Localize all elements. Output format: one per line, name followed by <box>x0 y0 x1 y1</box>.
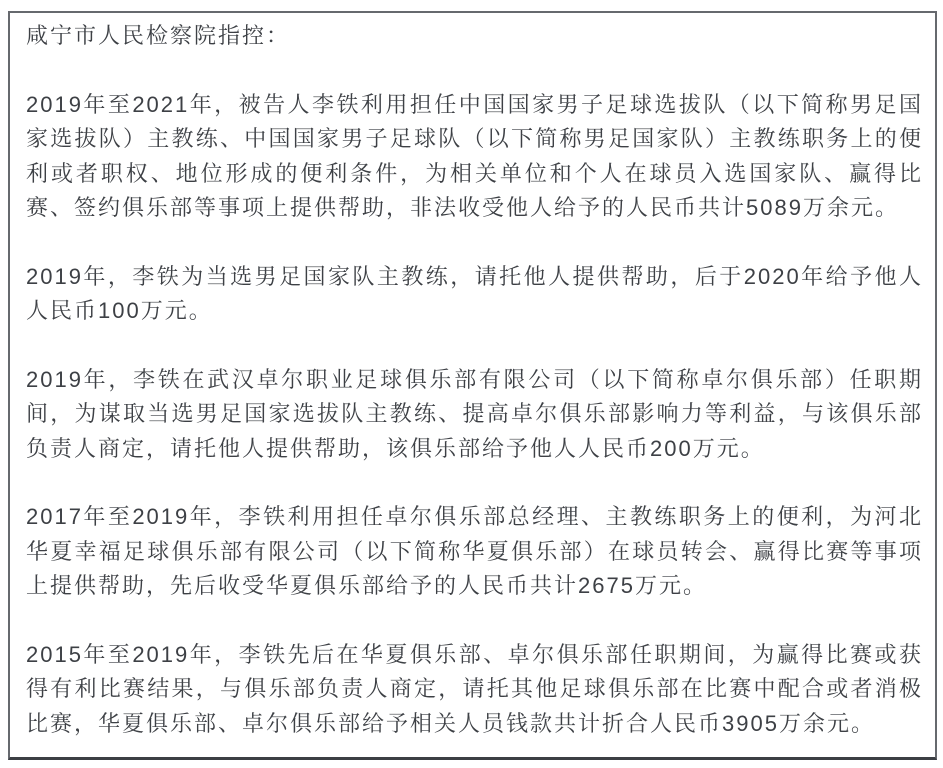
paragraph-2015-2019-match-fixing: 2015年至2019年，李铁先后在华夏俱乐部、卓尔俱乐部任职期间，为赢得比赛或获得有利比赛结果，与俱乐部负责人商定，请托其他足球俱乐部在比赛中配合或者消极比赛，华夏俱乐部、卓尔俱乐部给予相关人员钱款共计折合人民币3905万余元。 <box>26 641 923 736</box>
paragraph-2017-2019-huaxia: 2017年至2019年，李铁利用担任卓尔俱乐部总经理、主教练职务上的便利，为河北华夏幸福足球俱乐部有限公司（以下简称华夏俱乐部）在球员转会、赢得比赛等事项上提供帮助，先后收受华夏俱乐部给予的人民币共计2675万元。 <box>26 504 923 598</box>
accusation-heading: 咸宁市人民检察院指控： <box>26 23 291 48</box>
paragraph-2019-zall-club: 2019年，李铁在武汉卓尔职业足球俱乐部有限公司（以下简称卓尔俱乐部）任职期间，为谋取当选男足国家选拔队主教练、提高卓尔俱乐部影响力等利益，与该俱乐部负责人商定，请托他人提供帮助，该俱乐部给予他人人民币200万元。 <box>26 366 923 461</box>
article-container <box>8 11 937 760</box>
paragraph-2019-national-team: 2019年，李铁为当选男足国家队主教练，请托他人提供帮助，后于2020年给予他人人民币100万元。 <box>26 263 923 323</box>
paragraph-charge-summary: 2019年至2021年，被告人李铁利用担任中国国家男子足球选拔队（以下简称男足国家选拔队）主教练、中国国家男子足球队（以下简称男足国家队）主教练职务上的便利或者职权、地位形成的便利条件，为相关单位和个人在球员入选国家队、赢得比赛、签约俱乐部等事项上提供帮助，非法收受他人给予的人民币共计5089万余元。 <box>26 91 923 220</box>
